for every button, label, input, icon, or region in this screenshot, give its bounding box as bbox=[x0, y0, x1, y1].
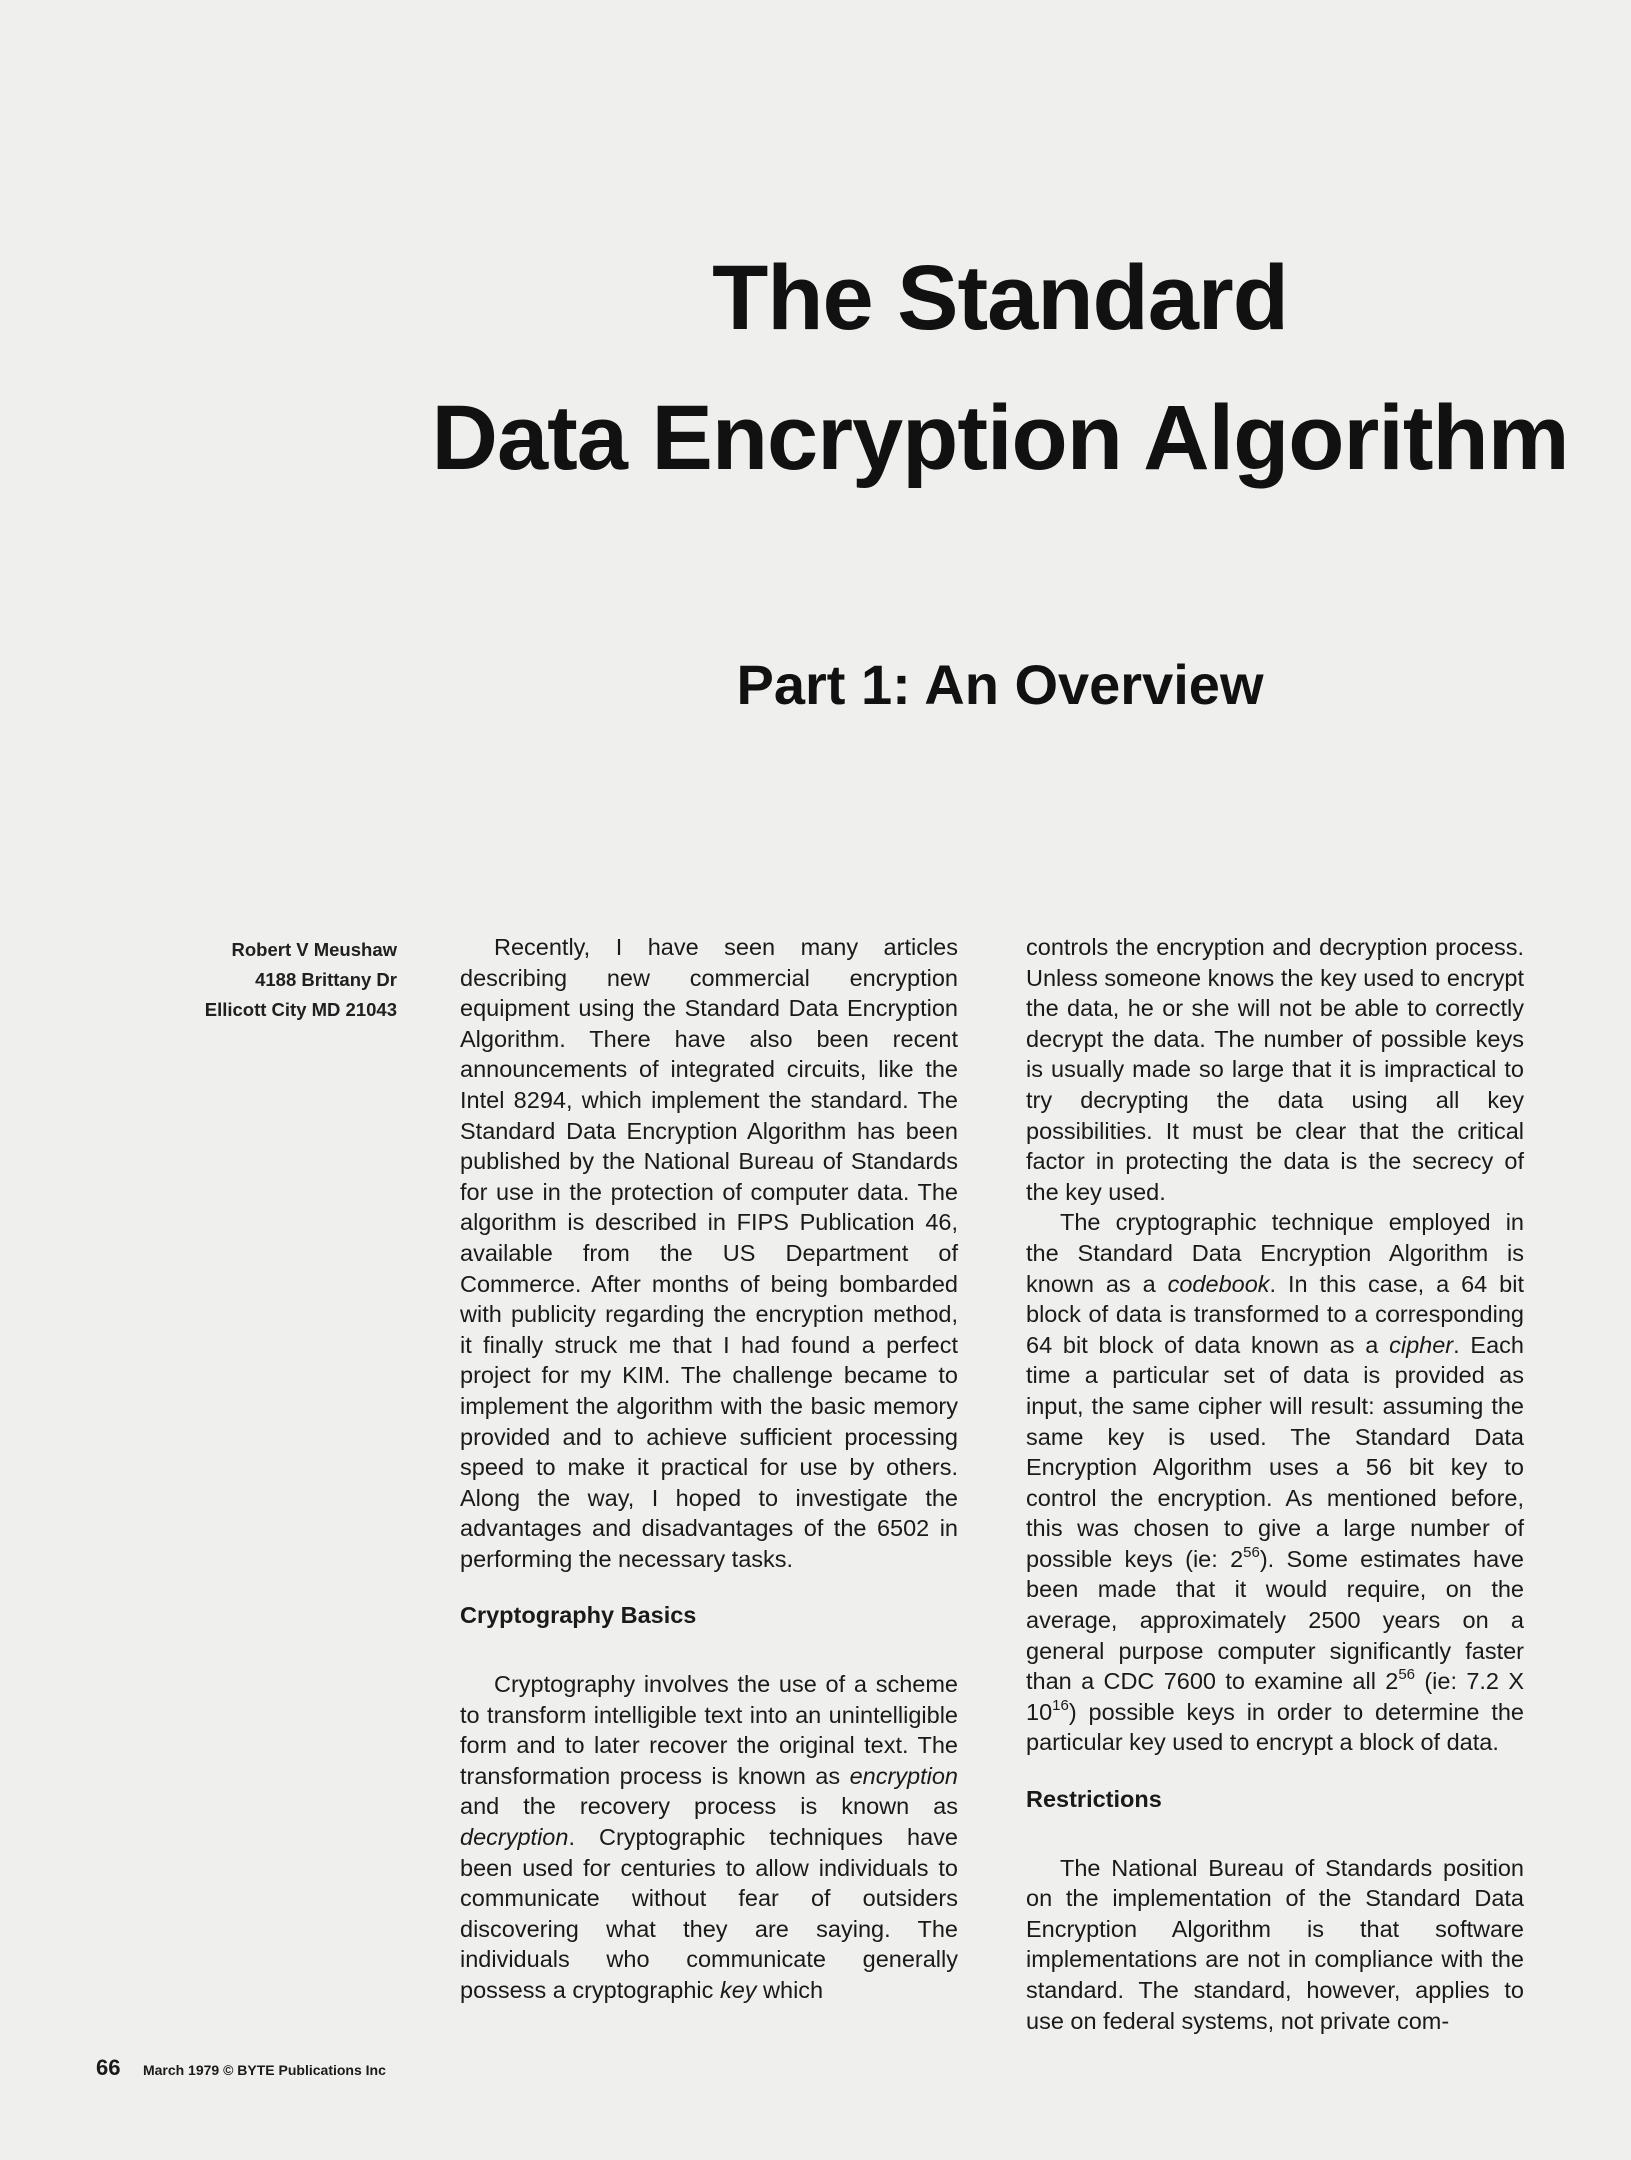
term-cipher: cipher bbox=[1389, 1331, 1454, 1358]
title-line-2: Data Encryption Algorithm bbox=[431, 387, 1569, 489]
term-encryption: encryption bbox=[849, 1762, 958, 1789]
article-column-1 bbox=[460, 932, 958, 2006]
author-block bbox=[67, 935, 397, 1025]
basics-text-4: which bbox=[756, 1977, 824, 2003]
restrictions-paragraph: The National Bureau of Standards position on the implementation of the Standard Data Encryption Algorithm is that software implementations are not in compliance with the standard. The standard, however, applies to use on federal systems, not private com- bbox=[1026, 1854, 1524, 2034]
technique-paragraph bbox=[1026, 1207, 1524, 1758]
exponent-56-b: 56 bbox=[1398, 1666, 1416, 1684]
author-name: Robert V Meushaw bbox=[231, 939, 397, 960]
basics-text-2: and the recovery process is known as bbox=[460, 1793, 958, 1820]
page-footer bbox=[96, 2055, 386, 2081]
basics-text-1: Cryptography involves the use of a scheme to transform intelligible text into an unintelligible form and to later recover the original text. The transformation process is known as bbox=[460, 1671, 958, 1789]
technique-text-2: . In this case, a 64 bit block of data is transformed to a corresponding 64 bit block of data known as a bbox=[1026, 1270, 1524, 1358]
technique-text-4: ). Some estimates have been made that it would require, on the average, approximately 2500 years on a general purpose computer significantly faster than a CDC 7600 to examine all 2 bbox=[1026, 1545, 1525, 1695]
publication-credit: March 1979 © BYTE Publications Inc bbox=[142, 2062, 386, 2078]
term-key: key bbox=[719, 1977, 757, 2003]
heading-restrictions: Restrictions bbox=[1026, 1786, 1162, 1813]
technique-text-3: . Each time a particular set of data is provided as input, the same cipher will result: assuming the same key is used. The Standard Data Encryption Algorithm uses a 56 bit key to control the encryption. As mentioned before, this was chosen to give a large number of possible keys (ie: 2 bbox=[1026, 1331, 1524, 1572]
article-column-2 bbox=[1026, 932, 1524, 2036]
technique-text-5: (ie: 7.2 X 10 bbox=[1026, 1668, 1524, 1725]
intro-paragraph: Recently, I have seen many articles describing new commercial encryption equipment using the Standard Data Encryption Algorithm. There have also been recent announcements of integrated circuits, like the Intel 8294, which implement the standard. The Standard Data Encryption Algorithm has been published by the National Bureau of Standards for use in the protection of computer data. The algorithm is described in FIPS Publication 46, available from the US Department of Commerce. After months of being bombarded with publicity regarding the encryption method, it finally struck me that I had found a perfect project for my KIM. The challenge became to implement the algorithm with the basic memory provided and to achieve sufficient processing speed to make it practical for use by others. Along the way, I hoped to investigate the advantages and disadvantages of the 6502 in performing the necessary tasks. bbox=[460, 934, 958, 1572]
exponent-56-a: 56 bbox=[1243, 1543, 1260, 1561]
technique-text-6: ) possible keys in order to determine the particular key used to encrypt a block of data. bbox=[1026, 1698, 1524, 1756]
term-codebook: codebook bbox=[1167, 1270, 1270, 1297]
title-line-1: The Standard bbox=[712, 247, 1288, 349]
technique-text-1: The cryptographic technique employed in the Standard Data Encryption Algorithm is known as a bbox=[1026, 1209, 1524, 1297]
continuation-paragraph: controls the encryption and decryption process. Unless someone knows the key used to encrypt the data, he or she will not be able to correctly decrypt the data. The number of possible keys is usually made so large that it is impractical to try decrypting the data using all key possibilities. It must be clear that the critical factor in protecting the data is the secrecy of the key used. bbox=[1026, 934, 1524, 1205]
subtitle: Part 1: An Overview bbox=[736, 653, 1264, 716]
basics-text-3: . Cryptographic techniques have been used for centuries to allow individuals to communicate without fear of outsiders discovering what they are saying. The individuals who communicate generally possess a cryptographic bbox=[460, 1824, 958, 2003]
exponent-16: 16 bbox=[1052, 1696, 1069, 1714]
term-decryption: decryption bbox=[460, 1824, 569, 1851]
author-city: Ellicott City MD 21043 bbox=[204, 999, 397, 1020]
basics-paragraph bbox=[460, 1669, 958, 2006]
heading-cryptography-basics: Cryptography Basics bbox=[460, 1602, 697, 1629]
page-number: 66 bbox=[96, 2055, 121, 2080]
author-street: 4188 Brittany Dr bbox=[255, 969, 397, 990]
